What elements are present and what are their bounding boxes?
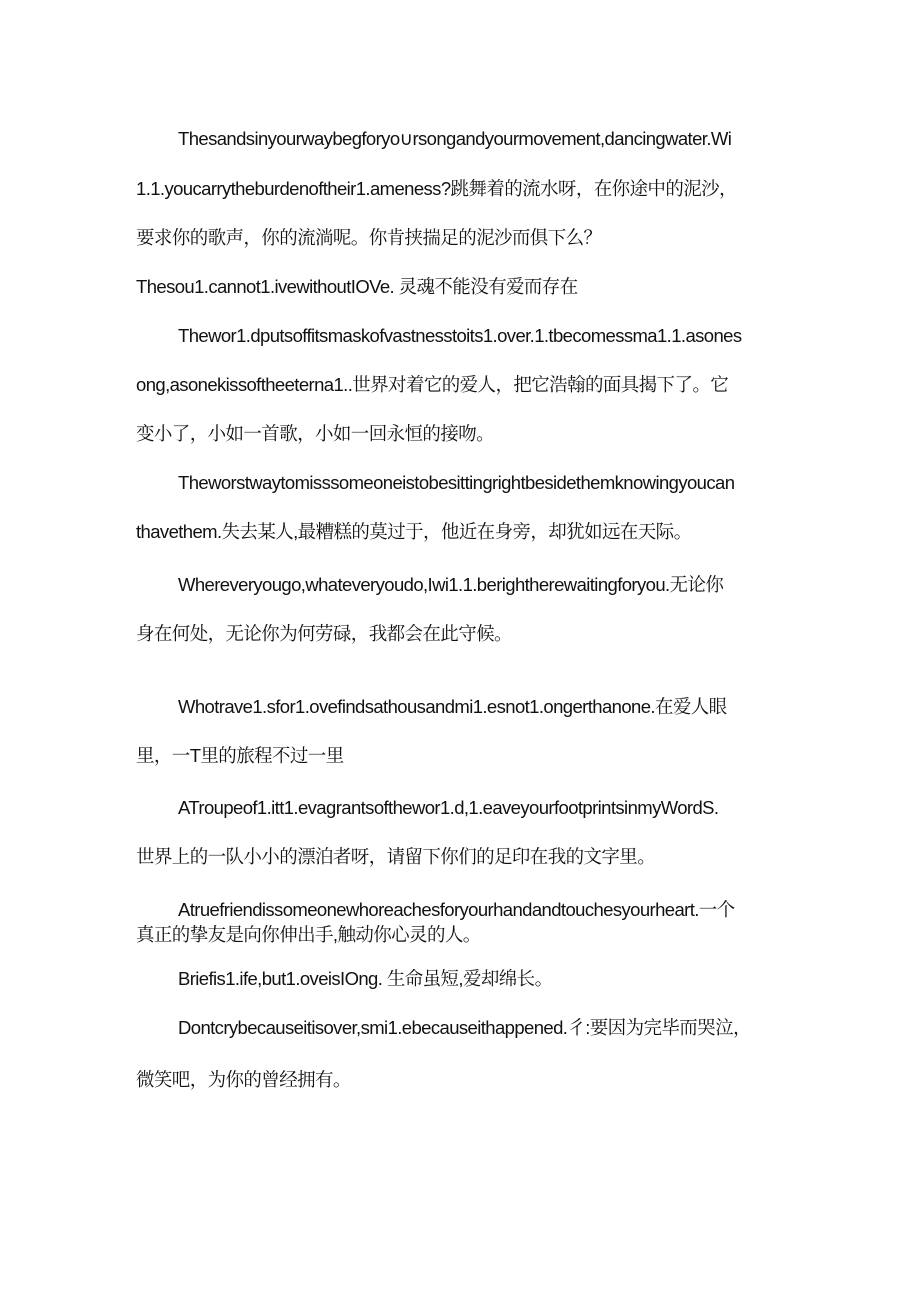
paragraph-4-line-2: thavethem.失去某人,最糟糕的莫过于，他近在身旁，却犹如远在天际。 <box>136 521 692 542</box>
paragraph-1-line-2: 1.1.youcarrytheburdenoftheir1.ameness?跳舞着的流水呀，在你途中的泥沙， <box>136 178 737 199</box>
paragraph-3-line-2: ong,asonekissoftheeterna1..世界对着它的爱人，把它浩翰的面具揭下了。它 <box>136 374 729 395</box>
paragraph-8-line-1: Atruefriendissomeonewhoreachesforyourhandandtouchesyourheart.一个 <box>178 899 735 920</box>
paragraph-5-line-1: Whereveryougo,whateveryoudo,Iwi1.1.berightherewaitingforyou.无论你 <box>178 574 724 595</box>
paragraph-3-line-1: Thewor1.dputsoffitsmaskofvastnesstoits1.over.1.tbecomessma1.1.asones <box>178 325 742 346</box>
paragraph-6-line-2: 里，一T里的旅程不过一里 <box>136 745 344 766</box>
paragraph-6-line-1: Whotrave1.sfor1.ovefindsathousandmi1.esnot1.ongerthanone.在爱人眼 <box>178 696 727 717</box>
paragraph-4-line-1: Theworstwaytomisssomeoneistobesittingrightbesidethemknowingyoucan <box>178 472 735 493</box>
paragraph-8-line-2: 真正的挚友是向你伸出手,触动你心灵的人。 <box>136 924 481 945</box>
paragraph-5-line-2: 身在何处，无论你为何劳碌，我都会在此守候。 <box>136 623 512 644</box>
paragraph-10-line-2: 微笑吧，为你的曾经拥有。 <box>136 1069 351 1090</box>
paragraph-3-line-3: 变小了，小如一首歌，小如一回永恒的接吻。 <box>136 423 495 444</box>
paragraph-10-line-1: Dontcrybecauseitisover,smi1.ebecauseithappened.彳:要因为完毕而哭泣， <box>178 1017 751 1038</box>
paragraph-1-line-1: Thesandsinyourwaybegforyo∪rsongandyourmovement,dancingwater.Wi <box>178 128 732 149</box>
paragraph-7-line-2: 世界上的一队小小的漂泊者呀，请留下你们的足印在我的文字里。 <box>136 846 656 867</box>
paragraph-2-line-1: Thesou1.cannot1.ivewithoutIOVe. 灵魂不能没有爱而存在 <box>136 276 578 297</box>
paragraph-9-line-1: Briefis1.ife,but1.oveisIOng. 生命虽短,爱却绵长。 <box>178 968 553 989</box>
paragraph-7-line-1: ATroupeof1.itt1.evagrantsofthewor1.d,1.eaveyourfootprintsinmyWordS. <box>178 797 719 818</box>
paragraph-1-line-3: 要求你的歌声，你的流淌呢。你肯挟揣足的泥沙而俱下么？ <box>136 227 602 248</box>
